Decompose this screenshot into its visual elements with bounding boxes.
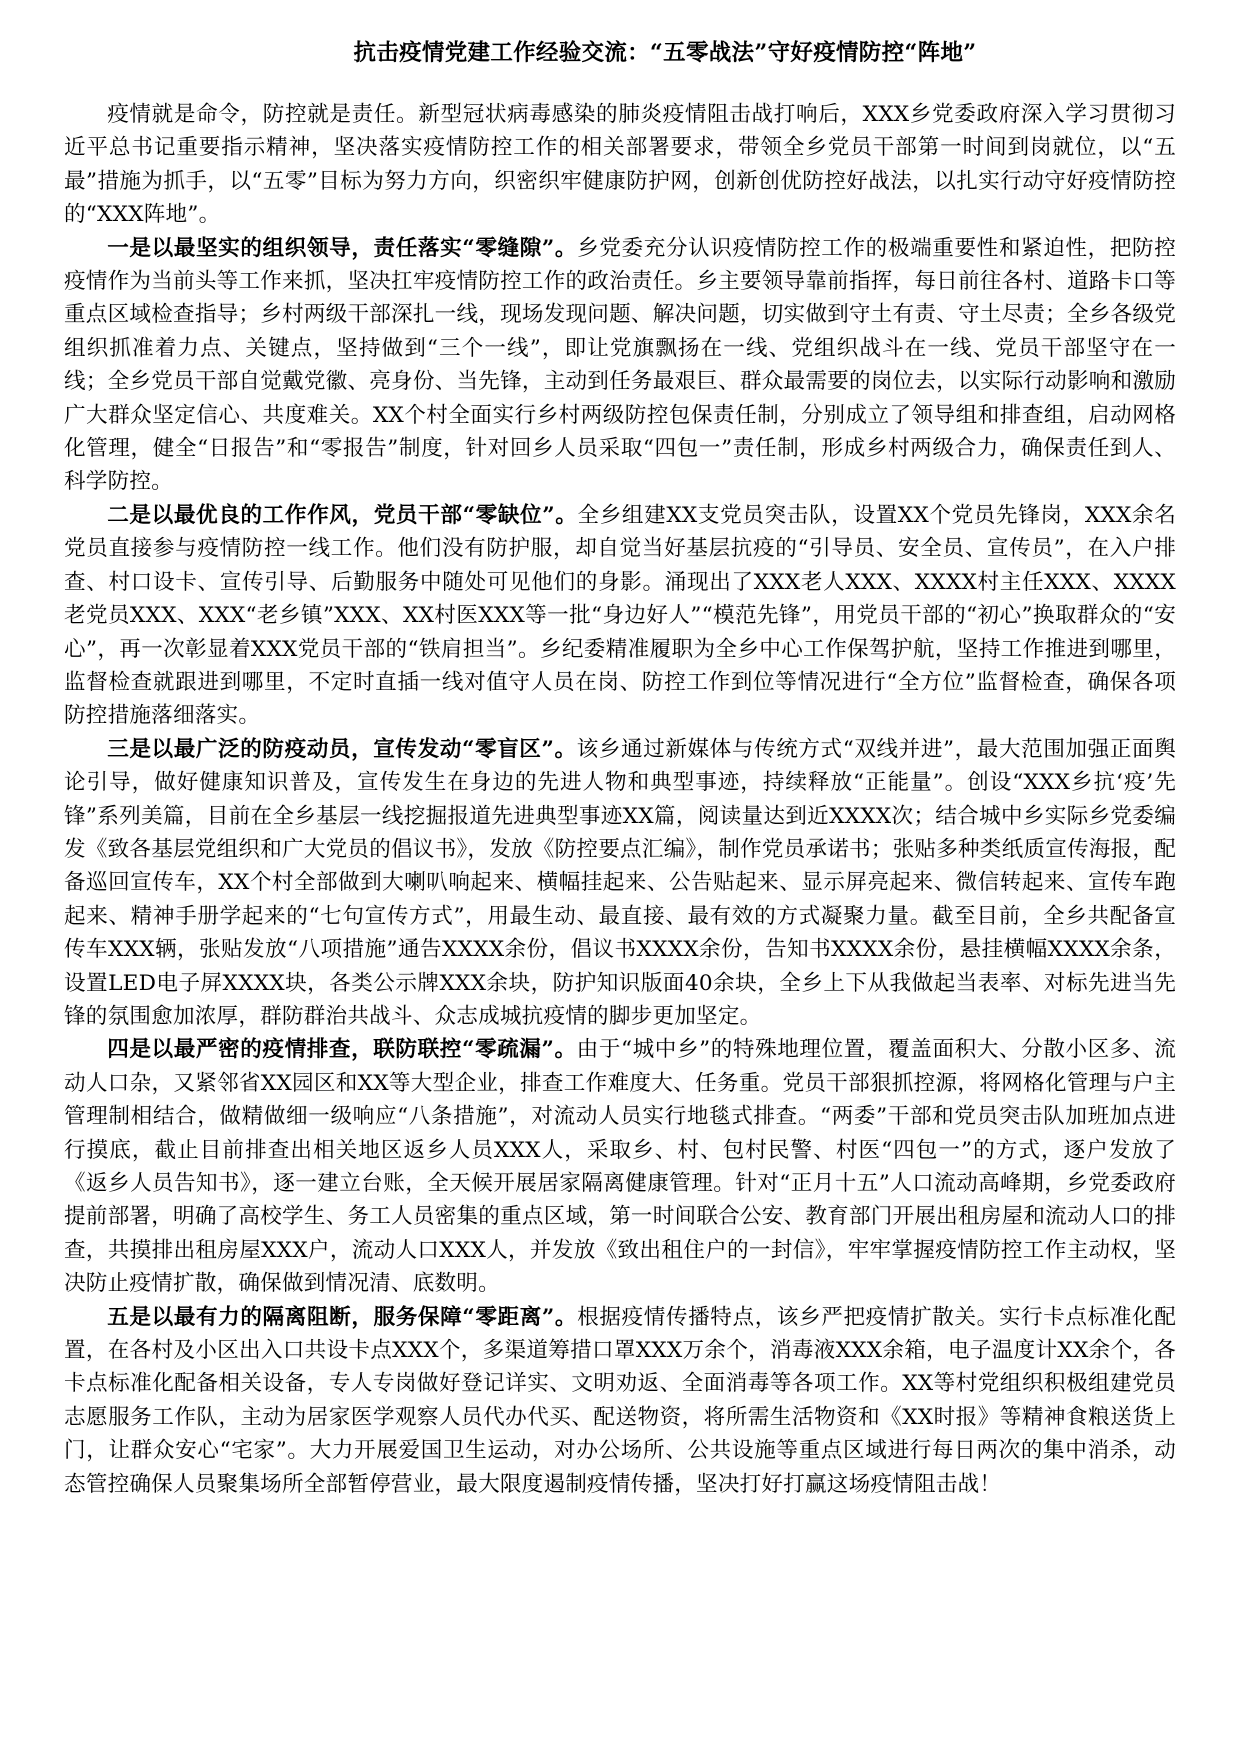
section-heading-4: 四是以最严密的疫情排查，联防联控“零疏漏”。 (107, 1037, 577, 1063)
section-body-5: 根据疫情传播特点，该乡严把疫情扩散关。实行卡点标准化配置，在各村及小区出入口共设卡点XXX个，多渠道筹措口罩XXX万余个，消毒液XXX余箱，电子温度计XX余个，各卡点标准化配备相关设备，专人专岗做好登记详实、文明劝返、全面消毒等各项工作。XX等村党组织积极组建党员志愿服务工作队，主动为居家医学观察人员代办代买、配送物资，将所需生活物资和《XX时报》等精神食粮送货上门，让群众安心“宅家”。大力开展爱国卫生运动，对办公场所、公共设施等重点区域进行每日两次的集中消杀，动态管控确保人员聚集场所全部暂停营业，最大限度遏制疫情传播，坚决打好打赢这场疫情阻击战！ (64, 1304, 1177, 1497)
section-heading-3: 三是以最广泛的防疫动员，宣传发动“零盲区”。 (107, 736, 577, 762)
intro-paragraph: 疫情就是命令，防控就是责任。新型冠状病毒感染的肺炎疫情阻击战打响后，XXX乡党委政府深入学习贯彻习近平总书记重要指示精神，坚决落实疫情防控工作的相关部署要求，带领全乡党员干部第一时间到岗就位，以“五最”措施为抓手，以“五零”目标为努力方向，织密织牢健康防护网，创新创优防控好战法，以扎实行动守好疫情防控的“XXX阵地”。 (64, 102, 1176, 228)
section-paragraph-5 (64, 1301, 1176, 1501)
section-paragraph-2 (64, 499, 1176, 733)
section-paragraph-1 (64, 232, 1176, 499)
section-heading-1: 一是以最坚实的组织领导，责任落实“零缝隙”。 (107, 235, 578, 261)
section-body-2: 全乡组建XX支党员突击队，设置XX个党员先锋岗，XXX余名党员直接参与疫情防控一线工作。他们没有防护服，却自觉当好基层抗疫的“引导员、安全员、宣传员”，在入户排查、村口设卡、宣传引导、后勤服务中随处可见他们的身影。涌现出了XXX老人XXX、XXXX村主任XXX、XXXX老党员XXX、XXX“老乡镇”XXX、XX村医XXX等一批“身边好人”“模范先锋”，用党员干部的“初心”换取群众的“安心”，再一次彰显着XXX党员干部的“铁肩担当”。乡纪委精准履职为全乡中心工作保驾护航，坚持工作推进到哪里，监督检查就跟进到哪里，不定时直插一线对值守人员在岗、防控工作到位等情况进行“全方位”监督检查，确保各项防控措施落细落实。 (64, 502, 1176, 729)
section-paragraph-3 (64, 733, 1176, 1034)
section-heading-5: 五是以最有力的隔离阻断，服务保障“零距离”。 (107, 1304, 578, 1330)
section-body-3: 该乡通过新媒体与传统方式“双线并进”，最大范围加强正面舆论引导，做好健康知识普及，宣传发生在身边的先进人物和典型事迹，持续释放“正能量”。创设“XXX乡抗‘疫’先锋”系列美篇，目前在全乡基层一线挖掘报道先进典型事迹XX篇，阅读量达到近XXXX次；结合城中乡实际乡党委编发《致各基层党组织和广大党员的倡议书》，发放《防控要点汇编》，制作党员承诺书；张贴多种类纸质宣传海报，配备巡回宣传车，XX个村全部做到大喇叭响起来、横幅挂起来、公告贴起来、显示屏亮起来、微信转起来、宣传车跑起来、精神手册学起来的“七句宣传方式”，用最生动、最直接、最有效的方式凝聚力量。截至目前，全乡共配备宣传车XXX辆，张贴发放“八项措施”通告XXXX余份，倡议书XXXX余份，告知书XXXX余份，悬挂横幅XXXX余条，设置LED电子屏XXXX块，各类公示牌XXX余块，防护知识版面40余块，全乡上下从我做起当表率、对标先进当先锋的氛围愈加浓厚，群防群治共战斗、众志成城抗疫情的脚步更加坚定。 (64, 736, 1176, 1029)
document-title: 抗击疫情党建工作经验交流：“五零战法”守好疫情防控“阵地” (353, 40, 977, 66)
document-page (64, 0, 1176, 1501)
section-body-1: 乡党委充分认识疫情防控工作的极端重要性和紧迫性，把防控疫情作为当前头等工作来抓，坚决扛牢疫情防控工作的政治责任。乡主要领导靠前指挥，每日前往各村、道路卡口等重点区域检查指导；乡村两级干部深扎一线，现场发现问题、解决问题，切实做到守土有责、守土尽责；全乡各级党组织抓准着力点、关键点，坚持做到“三个一线”，即让党旗飘扬在一线、党组织战斗在一线、党员干部坚守在一线；全乡党员干部自觉戴党徽、亮身份、当先锋，主动到任务最艰巨、群众最需要的岗位去，以实际行动影响和激励广大群众坚定信心、共度难关。XX个村全面实行乡村两级防控包保责任制，分别成立了领导组和排查组，启动网格化管理，健全“日报告”和“零报告”制度，针对回乡人员采取“四包一”责任制，形成乡村两级合力，确保责任到人、科学防控。 (64, 235, 1177, 495)
section-body-4: 由于“城中乡”的特殊地理位置，覆盖面积大、分散小区多、流动人口杂，又紧邻省XX园区和XX等大型企业，排查工作难度大、任务重。党员干部狠抓控源，将网格化管理与户主管理制相结合，做精做细一级响应“八条措施”，对流动人员实行地毯式排查。“两委”干部和党员突击队加班加点进行摸底，截止目前排查出相关地区返乡人员XXX人，采取乡、村、包村民警、村医“四包一”的方式，逐户发放了《返乡人员告知书》，逐一建立台账，全天候开展居家隔离健康管理。针对“正月十五”人口流动高峰期，乡党委政府提前部署，明确了高校学生、务工人员密集的重点区域，第一时间联合公安、教育部门开展出租房屋和流动人口的排查，共摸排出租房屋XXX户，流动人口XXX人，并发放《致出租住户的一封信》，牢牢掌握疫情防控工作主动权，坚决防止疫情扩散，确保做到情况清、底数明。 (64, 1037, 1176, 1297)
section-paragraph-4 (64, 1033, 1176, 1300)
section-heading-2: 二是以最优良的工作作风，党员干部“零缺位”。 (107, 502, 578, 528)
